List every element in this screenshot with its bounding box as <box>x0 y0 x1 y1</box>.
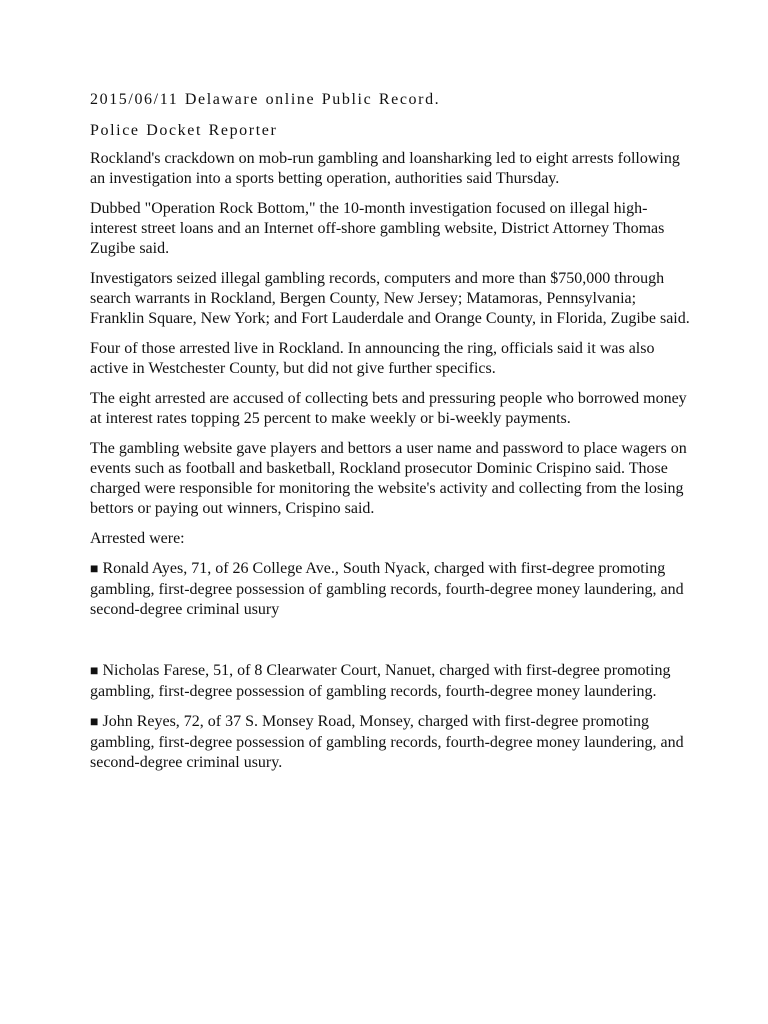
article-paragraph: The eight arrested are accused of collecting bets and pressuring people who borrowed money at interest rates topping 25 percent to make weekly or bi-weekly payments. <box>90 390 687 427</box>
arrest-text: John Reyes, 72, of 37 S. Monsey Road, Monsey, charged with first-degree promoting gambling, first-degree possession of gambling records, fourth-degree money laundering, and second-degree criminal usury. <box>90 713 684 771</box>
article-paragraph: The gambling website gave players and bettors a user name and password to place wagers on events such as football and basketball, Rockland prosecutor Dominic Crispino said. Those charged were responsible for monitoring the website's activity and collecting from the losing bettors or paying out winners, Crispino said. <box>90 440 687 517</box>
arrest-item <box>90 559 690 620</box>
article-paragraph: Rockland's crackdown on mob-run gambling and loansharking led to eight arrests following an investigation into a sports betting operation, authorities said Thursday. <box>90 150 680 187</box>
bullet-icon: ■ <box>90 715 99 730</box>
document-page <box>90 90 690 783</box>
arrest-text: Ronald Ayes, 71, of 26 College Ave., South Nyack, charged with first-degree promoting gambling, first-degree possession of gambling records, fourth-degree money laundering, and second-degree criminal usury <box>90 560 684 618</box>
article-paragraph: Dubbed "Operation Rock Bottom," the 10-month investigation focused on illegal high-interest street loans and an Internet off-shore gambling website, District Attorney Thomas Zugibe said. <box>90 200 665 257</box>
article-paragraph: Investigators seized illegal gambling records, computers and more than $750,000 through search warrants in Rockland, Bergen County, New Jersey; Matamoras, Pennsylvania; Franklin Square, New York; and Fort Lauderdale and Orange County, in Florida, Zugibe said. <box>90 270 690 327</box>
date-line: 2015/06/11 Delaware online Public Record. <box>90 91 441 108</box>
bullet-icon: ■ <box>90 664 99 679</box>
arrest-text: Nicholas Farese, 51, of 8 Clearwater Court, Nanuet, charged with first-degree promoting gambling, first-degree possession of gambling records, fourth-degree money laundering. <box>90 662 671 700</box>
article-paragraph: Four of those arrested live in Rockland. In announcing the ring, officials said it was also active in Westchester County, but did not give further specifics. <box>90 340 655 377</box>
arrested-heading: Arrested were: <box>90 530 185 547</box>
arrest-item <box>90 712 690 773</box>
bullet-icon: ■ <box>90 562 99 577</box>
arrest-item <box>90 661 690 702</box>
section-line: Police Docket Reporter <box>90 122 278 139</box>
